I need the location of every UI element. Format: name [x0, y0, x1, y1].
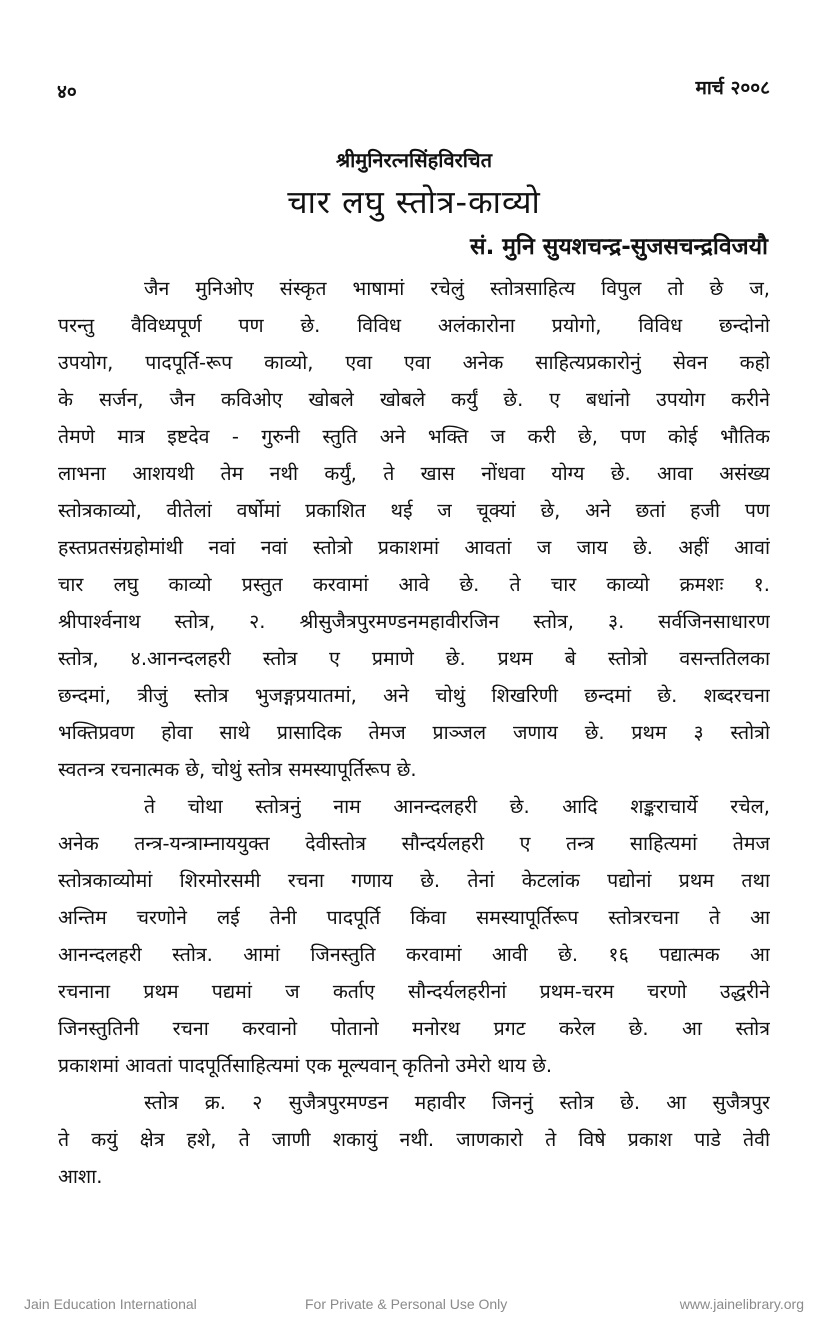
text-line: स्तोत्र क्र. २ सुजैत्रपुरमण्डन महावीर जिननुं स्तोत्र छे. आ सुजैत्रपुर [144, 1091, 770, 1114]
text-line: रचनाना प्रथम पद्यमां ज कर्ताए सौन्दर्यलहरीनां प्रथम-चरम चरणो उद्धरीने [58, 980, 770, 1003]
text-line: स्तोत्रकाव्योमां शिरमोरसमी रचना गणाय छे. तेनां केटलांक पद्योनां प्रथम तथा [58, 869, 770, 892]
text-line: स्तोत्र, ४.आनन्दलहरी स्तोत्र ए प्रमाणे छे. प्रथम बे स्तोत्रो वसन्ततिलका [58, 647, 770, 670]
text-line: ते चोथा स्तोत्रनुं नाम आनन्दलहरी छे. आदि शङ्कराचार्ये रचेल, [144, 795, 770, 818]
text-line: छन्दमां, त्रीजुं स्तोत्र भुजङ्गप्रयातमां, अने चोथुं शिखरिणी छन्दमां छे. शब्दरचना [58, 684, 770, 707]
footer-publisher: Jain Education International [24, 1296, 197, 1312]
text-line: ते कयुं क्षेत्र हशे, ते जाणी शकायुं नथी. जाणकारो ते विषे प्रकाश पाडे तेवी [58, 1128, 770, 1151]
paragraph-3 [58, 1084, 770, 1195]
text-line: अन्तिम चरणोने लई तेनी पादपूर्ति किंवा समस्यापूर्तिरूप स्तोत्ररचना ते आ [58, 906, 770, 929]
text-line: श्रीपार्श्वनाथ स्तोत्र, २. श्रीसुजैत्रपुरमण्डनमहावीरजिन स्तोत्र, ३. सर्वजिनसाधारण [58, 610, 770, 633]
text-line: हस्तप्रतसंग्रहोमांथी नवां नवां स्तोत्रो प्रकाशमां आवतां ज जाय छे. अहीं आवां [58, 536, 770, 559]
article-title: चार लघु स्तोत्र-काव्यो [287, 183, 541, 221]
footer-usage-note: For Private & Personal Use Only [305, 1296, 508, 1312]
article-kicker: श्रीमुनिरत्नसिंहविरचित [335, 148, 493, 172]
text-line: आशा. [58, 1165, 103, 1188]
article-editors: सं. मुनि सुयशचन्द्र-सुजसचन्द्रविजयौ [470, 234, 768, 260]
page-number: ४० [57, 81, 77, 103]
text-line: चार लघु काव्यो प्रस्तुत करवामां आवे छे. ते चार काव्यो क्रमशः १. [58, 573, 770, 596]
article-body [58, 270, 770, 1195]
paragraph-2 [58, 788, 770, 1084]
text-line: भक्तिप्रवण होवा साथे प्रासादिक तेमज प्राञ्जल जणाय छे. प्रथम ३ स्तोत्रो [58, 721, 770, 744]
text-line: तेमणे मात्र इष्टदेव - गुरुनी स्तुति अने भक्ति ज करी छे, पण कोई भौतिक [58, 425, 770, 448]
footer-website: www.jainelibrary.org [679, 1296, 804, 1312]
text-line: परन्तु वैविध्यपूर्ण पण छे. विविध अलंकारोना प्रयोगो, विविध छन्दोनो [58, 314, 770, 337]
text-line: उपयोग, पादपूर्ति-रूप काव्यो, एवा एवा अनेक साहित्यप्रकारोनुं सेवन कहो [58, 351, 770, 374]
text-line: प्रकाशमां आवतां पादपूर्तिसाहित्यमां एक मूल्यवान् कृतिनो उमेरो थाय छे. [58, 1054, 553, 1077]
text-line: स्तोत्रकाव्यो, वीतेलां वर्षोमां प्रकाशित थई ज चूक्यां छे, अने छतां हजी पण [58, 499, 770, 522]
text-line: स्वतन्त्र रचनात्मक छे, चोथुं स्तोत्र समस्यापूर्तिरूप छे. [58, 758, 417, 781]
paragraph-1 [58, 270, 770, 788]
text-line: लाभना आशयथी तेम नथी कर्युं, ते खास नोंधवा योग्य छे. आवा असंख्य [58, 462, 770, 485]
text-line: अनेक तन्त्र-यन्त्राम्नाययुक्त देवीस्तोत्र सौन्दर्यलहरी ए तन्त्र साहित्यमां तेमज [58, 832, 770, 855]
text-line: जैन मुनिओए संस्कृत भाषामां रचेलुं स्तोत्रसाहित्य विपुल तो छे ज, [144, 277, 770, 300]
issue-date: मार्च २००८ [695, 77, 770, 99]
text-line: के सर्जन, जैन कविओए खोबले खोबले कर्युं छे. ए बधांनो उपयोग करीने [58, 388, 770, 411]
text-line: आनन्दलहरी स्तोत्र. आमां जिनस्तुति करवामां आवी छे. १६ पद्यात्मक आ [58, 943, 770, 966]
text-line: जिनस्तुतिनी रचना करवानो पोतानो मनोरथ प्रगट करेल छे. आ स्तोत्र [58, 1017, 770, 1040]
